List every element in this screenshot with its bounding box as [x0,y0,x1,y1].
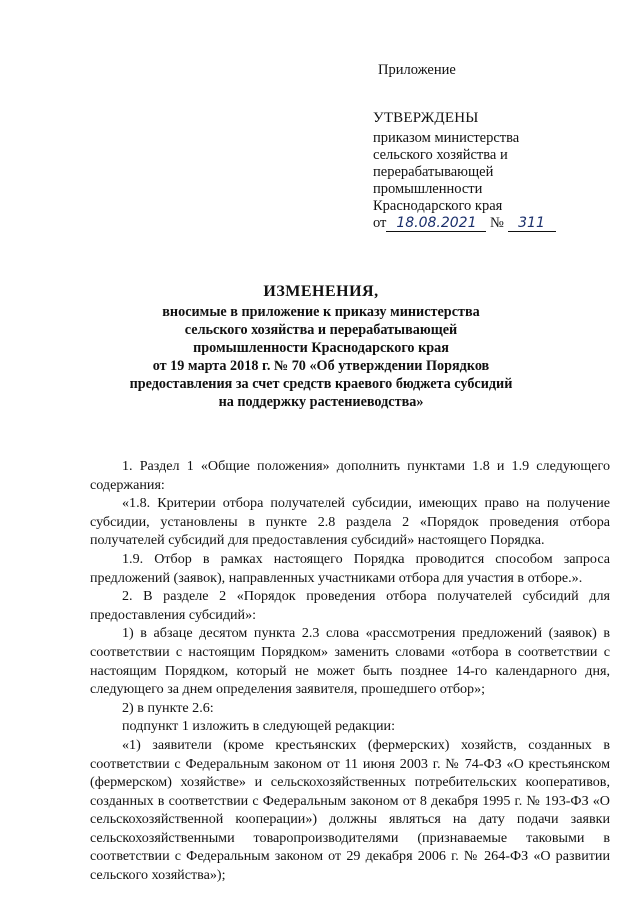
number-label: № [490,215,504,231]
paragraph: 1.9. Отбор в рамках настоящего Порядка проводится способом запроса предложений (заявок), направленных участниками отбора для участия в отборе.». [90,550,610,586]
approved-heading: УТВЕРЖДЕНЫ [373,110,479,126]
document-body [90,457,610,885]
title-line: предоставления за счет средств краевого бюджета субсидий [129,376,513,392]
paragraph: 2) в пункте 2.6: [122,699,214,716]
approved-line: перерабатывающей [373,164,494,180]
approved-line: промышленности [373,181,483,197]
paragraph: подпункт 1 изложить в следующей редакции: [122,718,396,735]
approval-date: 18.08.2021 [386,216,486,232]
document-title [78,283,564,411]
title-main: ИЗМЕНЕНИЯ, [263,283,379,300]
title-line: промышленности Краснодарского края [193,340,449,356]
date-prefix: от [373,215,387,231]
approval-date-line [373,215,556,232]
paragraph: «1.8. Критерии отбора получателей субсидии, имеющих право на получение субсидии, установлены в пункте 2.8 раздела 2 «Порядок проведения отбора получателей субсидий для предоставления субсидий» настоящего Порядка. [90,495,610,549]
paragraph: «1) заявители (кроме крестьянских (фермерских) хозяйств, созданных в соответствии с Федеральным законом от 11 июня 2003 г. № 74-ФЗ «О крестьянском (фермерском) хозяйстве» и сельскохозяйственных потребительских кооперативов, созданных в соответствии с Федеральным законом от 8 декабря 1995 г. № 193-ФЗ «О сельскохозяйственной кооперации») должны являться на дату подачи заявки сельскохозяйственными товаропроизводителями (признаваемые таковыми в соответствии с Федеральным законом от 29 декабря 2006 г. № 264-ФЗ «О развитии сельского хозяйства»); [90,736,610,884]
order-number: 311 [508,216,556,232]
title-line: сельского хозяйства и перерабатывающей [184,322,458,338]
title-line: от 19 марта 2018 г. № 70 «Об утверждении Порядков [152,358,490,374]
approval-block [373,110,556,232]
approved-line: сельского хозяйства и [373,147,508,163]
title-line: на поддержку растениеводства» [218,394,424,410]
title-line: вносимые в приложение к приказу министерства [162,304,480,320]
approved-line: приказом министерства [373,130,520,146]
approved-line: Краснодарского края [373,198,503,214]
appendix-label: Приложение [378,62,456,78]
paragraph: 1) в абзаце десятом пункта 2.3 слова «рассмотрения предложений (заявок) в соответствии с настоящим Порядком» заменить словами «отбора в соответствии с настоящим Порядком, который не может быть позднее 14-го календарного дня, следующего за днем определения заявителя, прошедшего отбор»; [90,625,610,698]
paragraph: 1. Раздел 1 «Общие положения» дополнить пунктами 1.8 и 1.9 следующего содержания: [90,458,610,493]
paragraph: 2. В разделе 2 «Порядок проведения отбора получателей субсидий для предоставления субсидий»: [90,588,610,623]
